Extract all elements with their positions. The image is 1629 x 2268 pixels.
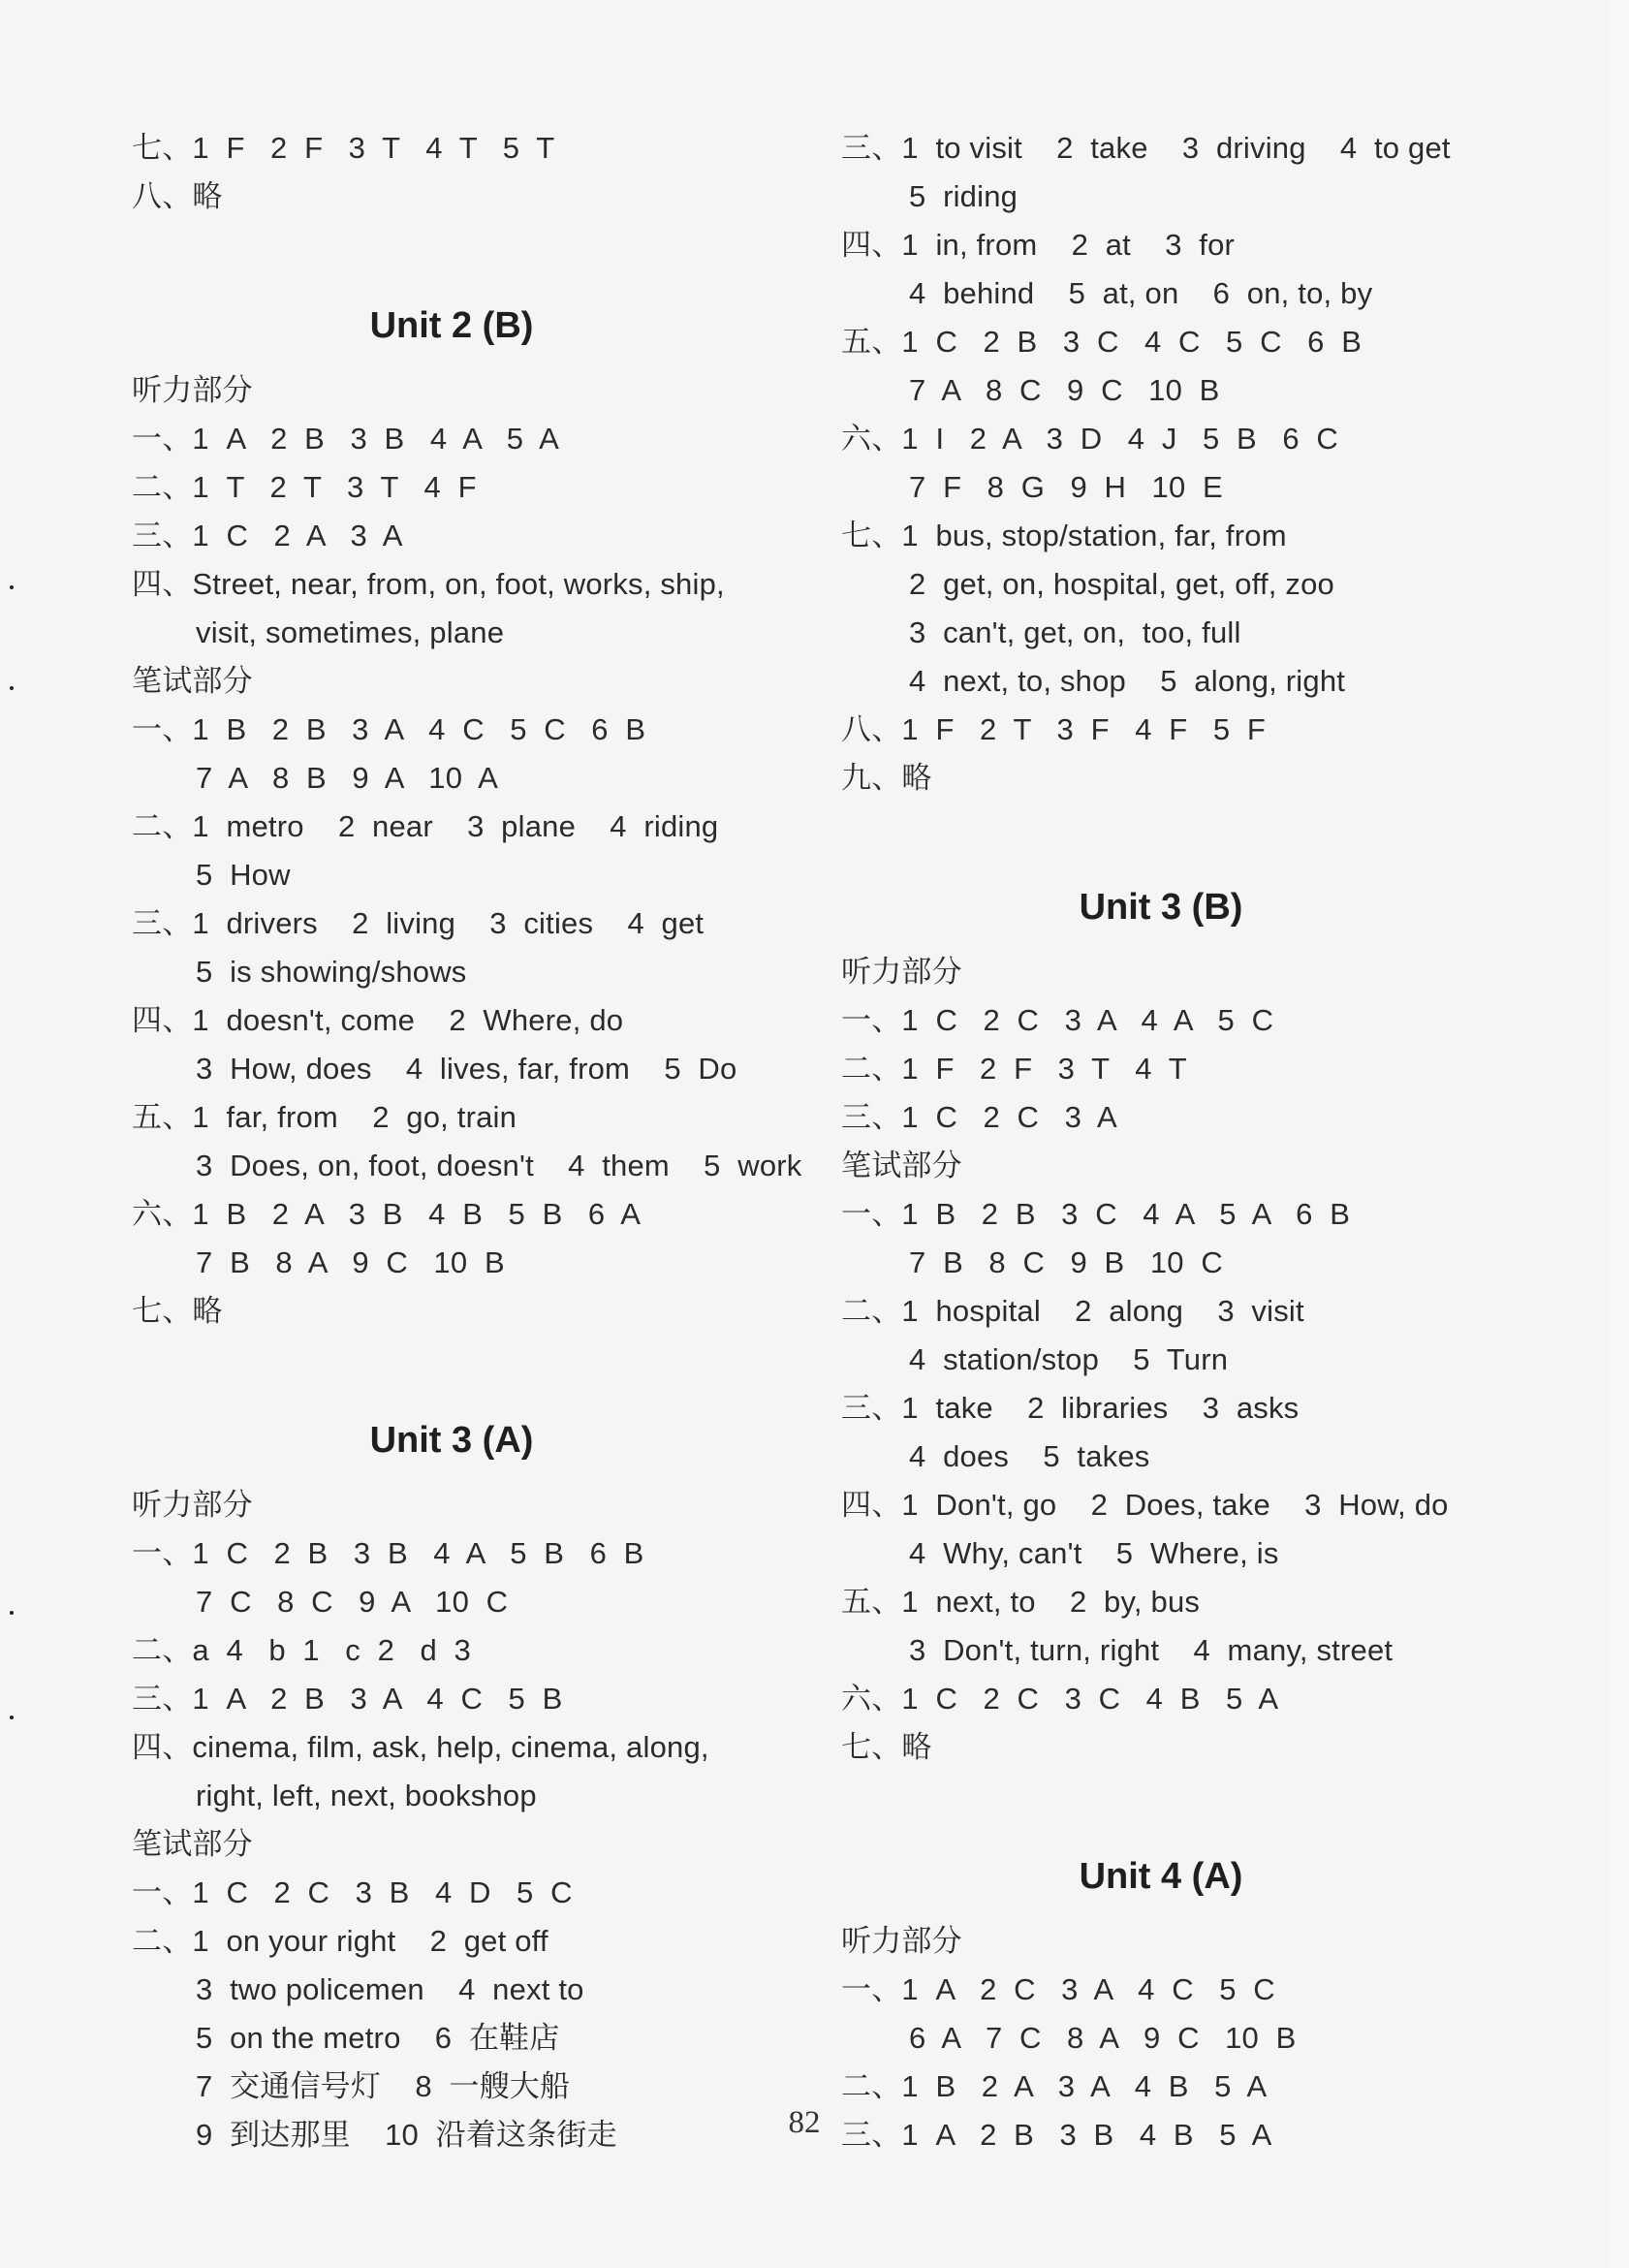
answer-line-continued: 6 A 7 C 8 A 9 C 10 B <box>909 2021 1297 2055</box>
answer-line-continued: 4 Why, can't 5 Where, is <box>909 1536 1279 1570</box>
section-gap <box>132 1336 849 1384</box>
unit-heading: Unit 4 (A) <box>1079 1856 1243 1897</box>
answer-line-continued: 7 交通信号灯 8 一艘大船 <box>196 2069 571 2103</box>
answer-line: 三、1 C 2 C 3 A <box>841 1100 1117 1134</box>
answer-line-continued: 4 next, to, shop 5 along, right <box>909 664 1346 698</box>
answer-line: 三、1 to visit 2 take 3 driving 4 to get <box>841 131 1451 165</box>
answer-line: 四、1 Don't, go 2 Does, take 3 How, do <box>841 1488 1449 1522</box>
answer-line: 八、1 F 2 T 3 F 4 F 5 F <box>841 712 1267 746</box>
answer-line: 一、1 B 2 B 3 C 4 A 5 A 6 B <box>841 1197 1351 1231</box>
answer-line: 七、略 <box>841 1730 932 1764</box>
answer-line: 七、略 <box>132 1294 223 1328</box>
answer-line: 三、1 drivers 2 living 3 cities 4 get <box>132 906 705 940</box>
answer-line: 五、1 next, to 2 by, bus <box>841 1585 1201 1619</box>
answer-line-continued: 7 A 8 C 9 C 10 B <box>909 373 1220 407</box>
answer-line: 一、1 A 2 B 3 B 4 A 5 A <box>132 422 560 456</box>
answer-line: 三、1 C 2 A 3 A <box>132 519 403 552</box>
unit-heading: Unit 3 (B) <box>1079 887 1243 928</box>
answer-line-continued: 5 How <box>196 858 291 892</box>
answer-line: 四、cinema, film, ask, help, cinema, along, <box>132 1730 709 1764</box>
answer-line: 三、1 A 2 B 3 B 4 B 5 A <box>841 2118 1272 2152</box>
answer-line: 笔试部分 <box>132 664 253 698</box>
unit-heading: Unit 3 (A) <box>369 1420 534 1461</box>
answer-line-continued: visit, sometimes, plane <box>196 615 505 649</box>
answer-line: 一、1 B 2 B 3 A 4 C 5 C 6 B <box>132 712 646 746</box>
answer-line-continued: 2 get, on, hospital, get, off, zoo <box>909 567 1335 601</box>
section-gap <box>132 221 849 269</box>
answer-line: 二、a 4 b 1 c 2 d 3 <box>132 1633 472 1667</box>
answer-line: 笔试部分 <box>132 1827 253 1861</box>
answer-line: 四、Street, near, from, on, foot, works, ship, <box>132 567 725 601</box>
answer-line-continued: 3 two policemen 4 next to <box>196 1972 584 2006</box>
answer-line: 九、略 <box>841 761 932 795</box>
answer-line: 六、1 C 2 C 3 C 4 B 5 A <box>841 1682 1279 1716</box>
answer-line-continued: 7 A 8 B 9 A 10 A <box>196 761 498 795</box>
margin-dot <box>10 686 14 690</box>
margin-dot <box>10 1611 14 1615</box>
answer-line-continued: 3 Does, on, foot, doesn't 4 them 5 work <box>196 1149 802 1182</box>
answer-line-continued: 3 Don't, turn, right 4 many, street <box>909 1633 1394 1667</box>
unit-heading: Unit 2 (B) <box>369 305 534 346</box>
answer-line: 一、1 C 2 C 3 A 4 A 5 C <box>841 1003 1274 1037</box>
answer-line: 一、1 C 2 C 3 B 4 D 5 C <box>132 1875 573 1909</box>
answer-line-continued: 4 does 5 takes <box>909 1439 1150 1473</box>
answer-line: 四、1 doesn't, come 2 Where, do <box>132 1003 624 1037</box>
answer-line: 二、1 metro 2 near 3 plane 4 riding <box>132 809 719 843</box>
section-gap <box>841 803 1558 851</box>
answer-line-continued: 9 到达那里 10 沿着这条街走 <box>196 2118 617 2152</box>
answer-line-continued: 5 on the metro 6 在鞋店 <box>196 2021 560 2055</box>
answer-line: 七、1 F 2 F 3 T 4 T 5 T <box>132 131 555 165</box>
answer-line: 五、1 far, from 2 go, train <box>132 1100 517 1134</box>
answer-line: 六、1 I 2 A 3 D 4 J 5 B 6 C <box>841 422 1339 456</box>
answer-line: 七、1 bus, stop/station, far, from <box>841 519 1287 552</box>
answer-line-continued: 5 riding <box>909 179 1018 213</box>
answer-line: 三、1 A 2 B 3 A 4 C 5 B <box>132 1682 563 1716</box>
answer-line: 一、1 A 2 C 3 A 4 C 5 C <box>841 1972 1275 2006</box>
answer-line: 八、略 <box>132 179 223 213</box>
answer-line-continued: right, left, next, bookshop <box>196 1779 537 1812</box>
answer-line-continued: 7 B 8 A 9 C 10 B <box>196 1245 505 1279</box>
answer-line: 听力部分 <box>841 1924 962 1958</box>
answer-line-continued: 3 can't, get, on, too, full <box>909 615 1241 649</box>
answer-line-continued: 4 behind 5 at, on 6 on, to, by <box>909 276 1373 310</box>
answer-line: 一、1 C 2 B 3 B 4 A 5 B 6 B <box>132 1536 644 1570</box>
answer-line: 听力部分 <box>841 955 962 989</box>
answer-line: 五、1 C 2 B 3 C 4 C 5 C 6 B <box>841 325 1363 359</box>
answer-line: 听力部分 <box>132 1488 253 1522</box>
answer-line-continued: 3 How, does 4 lives, far, from 5 Do <box>196 1052 737 1086</box>
section-gap <box>841 1772 1558 1820</box>
left-column <box>132 124 849 2159</box>
answer-line: 听力部分 <box>132 373 253 407</box>
page-number: 82 <box>788 2105 821 2140</box>
answer-line: 二、1 on your right 2 get off <box>132 1924 548 1958</box>
margin-dot <box>10 585 14 589</box>
answer-line-continued: 7 F 8 G 9 H 10 E <box>909 470 1223 504</box>
answer-line-continued: 7 C 8 C 9 A 10 C <box>196 1585 509 1619</box>
answer-line: 三、1 take 2 libraries 3 asks <box>841 1391 1300 1425</box>
right-column <box>841 124 1558 2159</box>
answer-line-continued: 7 B 8 C 9 B 10 C <box>909 1245 1223 1279</box>
answer-line: 六、1 B 2 A 3 B 4 B 5 B 6 A <box>132 1197 642 1231</box>
answer-line: 四、1 in, from 2 at 3 for <box>841 228 1236 262</box>
answer-line-continued: 4 station/stop 5 Turn <box>909 1342 1229 1376</box>
answer-line: 二、1 F 2 F 3 T 4 T <box>841 1052 1187 1086</box>
answer-line: 二、1 hospital 2 along 3 visit <box>841 1294 1304 1328</box>
answer-line: 二、1 T 2 T 3 T 4 F <box>132 470 477 504</box>
margin-dot <box>10 1716 14 1719</box>
answer-line-continued: 5 is showing/shows <box>196 955 467 989</box>
answer-line: 二、1 B 2 A 3 A 4 B 5 A <box>841 2069 1268 2103</box>
answer-line: 笔试部分 <box>841 1149 962 1182</box>
